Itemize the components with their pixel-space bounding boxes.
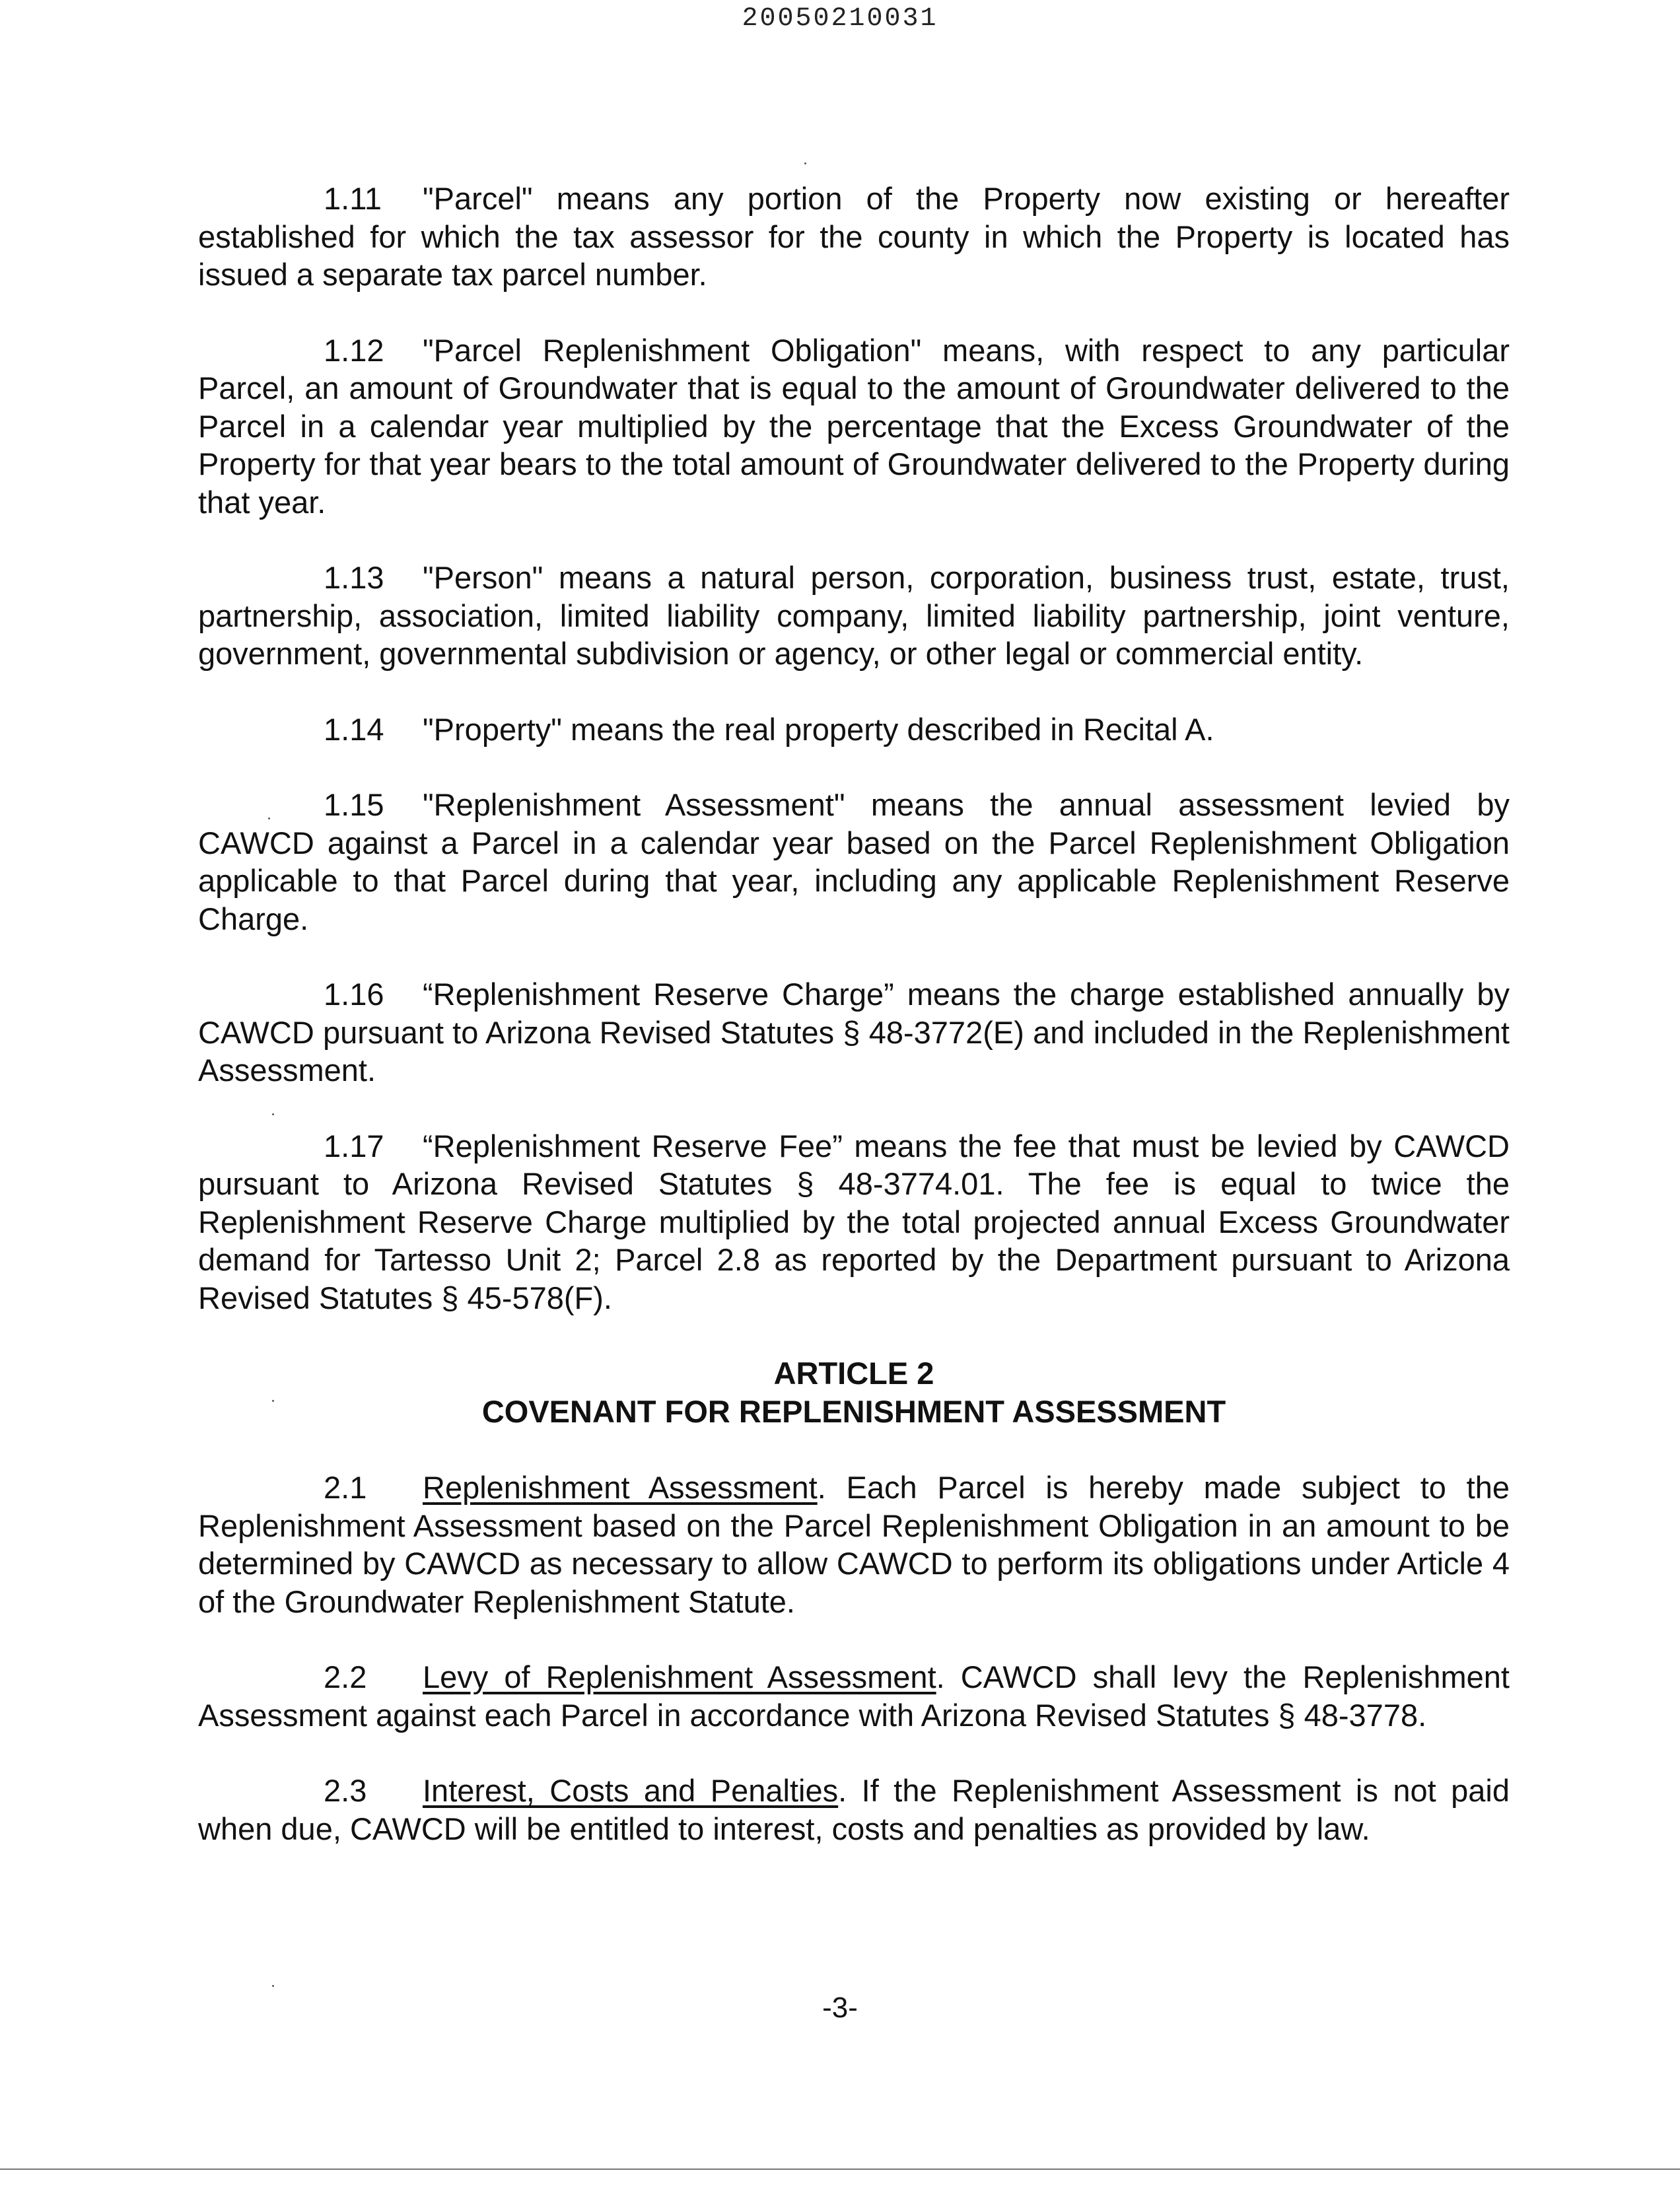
section-text: . CAWCD shall levy the Replenishment Assessment against each Parcel in accordance with Arizona Revised Statutes § 48-3778. [198,1659,1510,1733]
section-paragraph [198,1772,1510,1848]
paragraph-text: “Replenishment Reserve Charge” means the charge established annually by CAWCD pursuant to Arizona Revised Statutes § 48-3772(E) and included in the Replenishment Assessment. [198,977,1510,1088]
section-number: 2.3 [324,1773,367,1808]
section-number: 2.1 [324,1470,367,1505]
paragraph-text: "Replenishment Assessment" means the annual assessment levied by CAWCD against a Parcel in a calendar year based on the Parcel Replenishment Obligation applicable to that Parcel during that year, including any applicable Replenishment Reserve Charge. [198,787,1510,936]
paragraph-text: "Parcel Replenishment Obligation" means, with respect to any particular Parcel, an amount of Groundwater that is equal to the amount of Groundwater delivered to the Parcel in a calendar year multiplied by the percentage that the Excess Groundwater of the Property for that year bears to the total amount of Groundwater delivered to the Property during that year. [198,332,1510,520]
definition-paragraph [198,975,1510,1090]
section-paragraph [198,1658,1510,1734]
article-subtitle: COVENANT FOR REPLENISHMENT ASSESSMENT [481,1394,1226,1429]
scan-speck [804,162,806,164]
paragraph-number: 1.14 [324,711,384,747]
scan-speck [272,1400,274,1402]
definition-paragraph [198,786,1510,938]
article-heading [198,1354,1510,1431]
section-text: . Each Parcel is hereby made subject to the Replenishment Assessment based on the Parcel Replenishment Obligation in an amount to be determined by CAWCD as necessary to allow CAWCD to perform its obligations under Article 4 of the Groundwater Replenishment Statute. [198,1470,1510,1619]
section-heading: Levy of Replenishment Assessment [423,1659,936,1694]
paragraph-text: “Replenishment Reserve Fee” means the fee that must be levied by CAWCD pursuant to Arizona Revised Statutes § 48-3774.01. The fee is equal to twice the Replenishment Reserve Charge multiplied by the total projected annual Excess Groundwater demand for Tartesso Unit 2; Parcel 2.8 as reported by the Department pursuant to Arizona Revised Statutes § 45-578(F). [198,1128,1510,1315]
section-number: 2.2 [324,1659,367,1694]
definition-paragraph [198,711,1510,749]
paragraph-text: "Parcel" means any portion of the Property now existing or hereafter established for which the tax assessor for the county in which the Property is located has issued a separate tax parcel number. [198,181,1510,292]
page-number: -3- [822,1992,858,2024]
paragraph-number: 1.11 [324,181,382,216]
scan-speck [268,817,270,819]
section-heading: Replenishment Assessment [423,1470,818,1505]
section-paragraph [198,1469,1510,1620]
paragraph-number: 1.16 [324,977,384,1012]
definition-paragraph [198,1127,1510,1317]
paragraph-text: "Property" means the real property described in Recital A. [423,711,1214,747]
document-body [198,180,1510,1885]
scan-speck [272,1113,274,1115]
scan-speck [272,1985,274,1987]
paragraph-text: "Person" means a natural person, corporation, business trust, estate, trust, partnership, association, limited liability company, limited liability partnership, joint venture, government, governmental subdivision or agency, or other legal or commercial entity. [198,560,1510,671]
definition-paragraph [198,331,1510,522]
page-bottom-rule [0,2169,1680,2170]
paragraph-number: 1.13 [324,560,384,595]
section-heading: Interest, Costs and Penalties [423,1773,839,1808]
paragraph-number: 1.15 [324,787,384,822]
paragraph-number: 1.17 [324,1128,384,1163]
article-title: ARTICLE 2 [773,1356,934,1391]
definition-paragraph [198,559,1510,673]
document-number: 20050210031 [742,4,938,34]
section-text: . If the Replenishment Assessment is not paid when due, CAWCD will be entitled to interest, costs and penalties as provided by law. [198,1773,1510,1846]
definition-paragraph [198,180,1510,294]
paragraph-number: 1.12 [324,332,384,368]
